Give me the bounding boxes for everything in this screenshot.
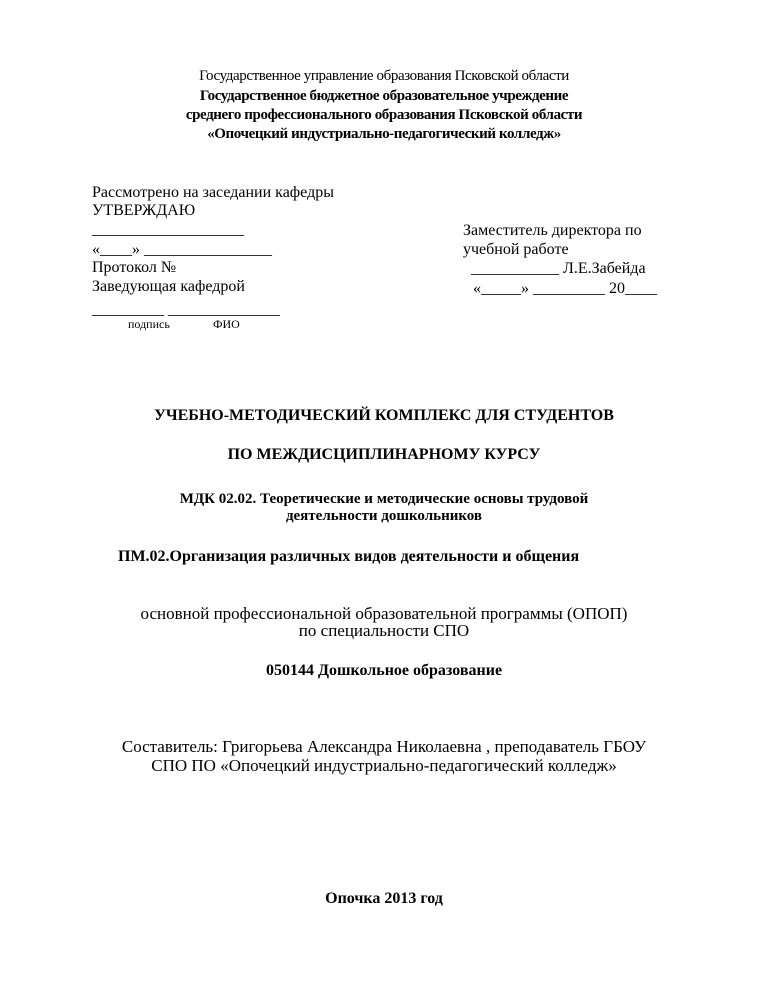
deputy-signature-line: ___________ Л.Е.Забейда	[471, 260, 646, 277]
signature-caption: подпись	[128, 317, 170, 331]
document-title: УЧЕБНО-МЕТОДИЧЕСКИЙ КОМПЛЕКС ДЛЯ СТУДЕНТОВ	[154, 407, 614, 424]
program-line: основной профессиональной образовательной программы (ОПОП)	[140, 604, 628, 623]
header-ministry: Государственное управление образования Псковской области	[199, 68, 569, 84]
module-title: ПМ.02.Организация различных видов деятельности и общения	[118, 548, 580, 565]
academic-work-label: учебной работе	[463, 241, 569, 258]
head-of-department-label: Заведующая кафедрой	[92, 278, 245, 295]
blank-line: ___________________	[92, 221, 244, 238]
name-caption: ФИО	[213, 317, 240, 331]
author-line1: Составитель: Григорьева Александра Николаевна , преподаватель ГБОУ	[121, 737, 647, 756]
deputy-director-label: Заместитель директора по	[463, 222, 642, 239]
course-title-line1: МДК 02.02. Теоретические и методические основы трудовой	[179, 491, 589, 507]
specialty-name: 050144 Дошкольное образование	[265, 662, 503, 679]
considered-label: Рассмотрено на заседании кафедры	[92, 184, 334, 201]
date-line-left: «____» ________________	[92, 241, 272, 258]
header-institution-level: среднего профессионального образования Псковской области	[185, 107, 583, 123]
document-subtitle: ПО МЕЖДИСЦИПЛИНАРНОМУ КУРСУ	[227, 446, 541, 463]
author-line2: СПО ПО «Опочецкий индустриально-педагогический колледж»	[151, 756, 617, 775]
signature-lines: _________ ______________	[92, 301, 280, 318]
date-line-right: «_____» _________ 20____	[473, 280, 657, 297]
header-college-name: «Опочецкий индустриально-педагогический колледж»	[207, 126, 561, 142]
header-institution: Государственное бюджетное образовательное учреждение	[199, 88, 569, 104]
place-and-year: Опочка 2013 год	[325, 890, 443, 907]
specialty-prefix: по специальности СПО	[298, 621, 470, 640]
approve-label: УТВЕРЖДАЮ	[92, 202, 196, 219]
course-title-line2: деятельности дошкольников	[285, 508, 483, 524]
protocol-label: Протокол №	[92, 259, 177, 276]
